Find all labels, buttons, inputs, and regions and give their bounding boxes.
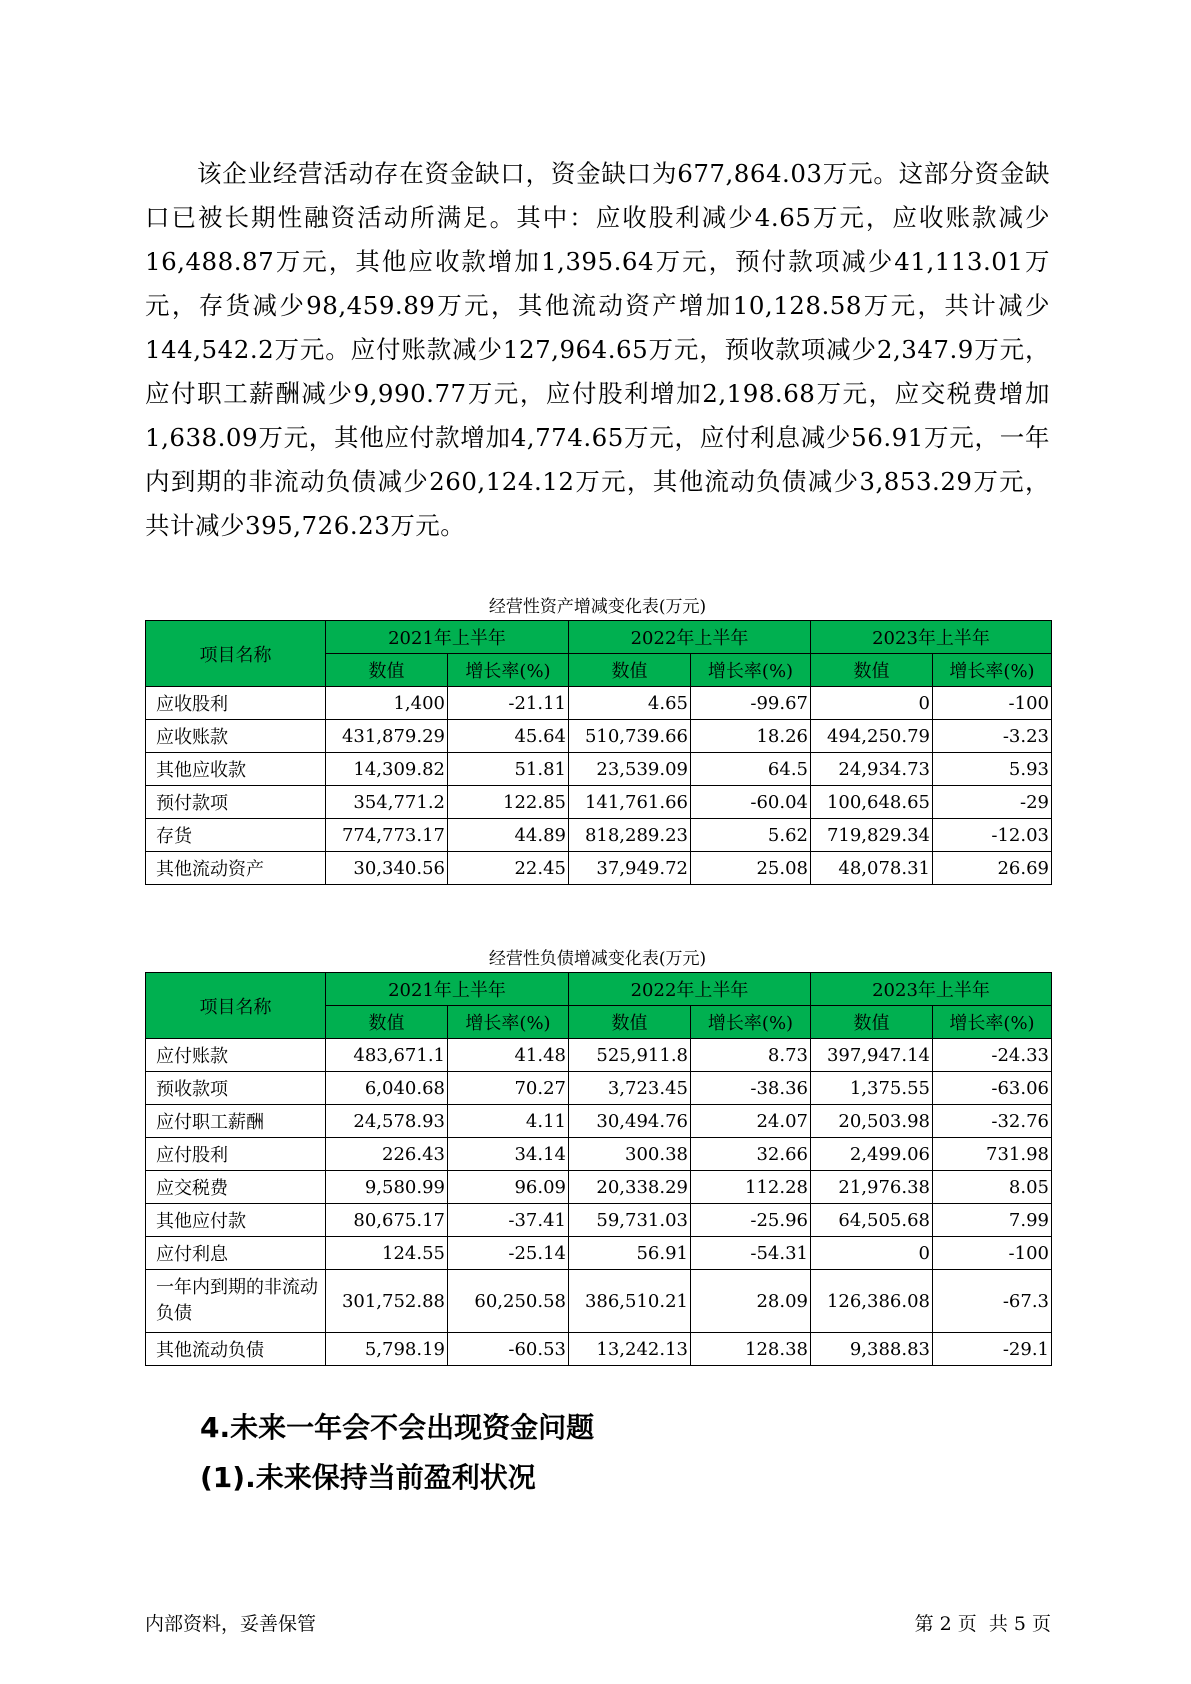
table-row bbox=[146, 753, 1052, 786]
row-item-name: 应交税费 bbox=[146, 1171, 326, 1204]
value-cell: 3,723.45 bbox=[569, 1072, 691, 1105]
value-cell: 525,911.8 bbox=[569, 1039, 691, 1072]
row-item-name: 其他应收款 bbox=[146, 753, 326, 786]
body-paragraph: 该企业经营活动存在资金缺口，资金缺口为677,864.03万元。这部分资金缺口已被长期性融资活动所满足。其中：应收股利减少4.65万元，应收账款减少16,488.87万元，其他应收款增加1,395.64万元，预付款项减少41,113.01万元，存货减少98,459.89万元，其他流动资产增加10,128.58万元，共计减少144,542.2万元。应付账款减少127,964.65万元，预收款项减少2,347.9万元，应付职工薪酬减少9,990.77万元，应付股利增加2,198.68万元，应交税费增加1,638.09万元，其他应付款增加4,774.65万元，应付利息减少56.91万元，一年内到期的非流动负债减少260,124.12万元，其他流动负债减少3,853.29万元，共计减少395,726.23万元。 bbox=[145, 159, 1050, 540]
growth-rate-cell: 7.99 bbox=[933, 1204, 1052, 1237]
growth-rate-cell: -63.06 bbox=[933, 1072, 1052, 1105]
table-row bbox=[146, 1204, 1052, 1237]
value-cell: 14,309.82 bbox=[326, 753, 448, 786]
growth-rate-cell: -24.33 bbox=[933, 1039, 1052, 1072]
header-value: 数值 bbox=[811, 1006, 933, 1039]
value-cell: 24,578.93 bbox=[326, 1105, 448, 1138]
row-item-name: 应收账款 bbox=[146, 720, 326, 753]
growth-rate-cell: -29.1 bbox=[933, 1333, 1052, 1366]
row-item-name: 应收股利 bbox=[146, 687, 326, 720]
value-cell: 6,040.68 bbox=[326, 1072, 448, 1105]
growth-rate-cell: 64.5 bbox=[691, 753, 811, 786]
header-growth: 增长率(%) bbox=[933, 1006, 1052, 1039]
growth-rate-cell: -21.11 bbox=[448, 687, 569, 720]
growth-rate-cell: 5.93 bbox=[933, 753, 1052, 786]
value-cell: 9,580.99 bbox=[326, 1171, 448, 1204]
growth-rate-cell: 8.73 bbox=[691, 1039, 811, 1072]
value-cell: 397,947.14 bbox=[811, 1039, 933, 1072]
growth-rate-cell: 51.81 bbox=[448, 753, 569, 786]
header-period-2021: 2021年上半年 bbox=[326, 973, 569, 1006]
table1-caption: 经营性资产增减变化表(万元) bbox=[488, 597, 707, 617]
header-value: 数值 bbox=[326, 1006, 448, 1039]
value-cell: 30,494.76 bbox=[569, 1105, 691, 1138]
value-cell: 774,773.17 bbox=[326, 819, 448, 852]
value-cell: 13,242.13 bbox=[569, 1333, 691, 1366]
table-row bbox=[146, 1270, 1052, 1333]
header-growth: 增长率(%) bbox=[448, 654, 569, 687]
value-cell: 226.43 bbox=[326, 1138, 448, 1171]
header-value: 数值 bbox=[811, 654, 933, 687]
row-item-name: 应付职工薪酬 bbox=[146, 1105, 326, 1138]
growth-rate-cell: -12.03 bbox=[933, 819, 1052, 852]
value-cell: 9,388.83 bbox=[811, 1333, 933, 1366]
value-cell: 494,250.79 bbox=[811, 720, 933, 753]
growth-rate-cell: 28.09 bbox=[691, 1270, 811, 1333]
growth-rate-cell: -29 bbox=[933, 786, 1052, 819]
growth-rate-cell: -25.14 bbox=[448, 1237, 569, 1270]
value-cell: 20,338.29 bbox=[569, 1171, 691, 1204]
table-row bbox=[146, 1333, 1052, 1366]
growth-rate-cell: -100 bbox=[933, 687, 1052, 720]
header-value: 数值 bbox=[326, 654, 448, 687]
growth-rate-cell: 34.14 bbox=[448, 1138, 569, 1171]
value-cell: 64,505.68 bbox=[811, 1204, 933, 1237]
growth-rate-cell: 96.09 bbox=[448, 1171, 569, 1204]
value-cell: 431,879.29 bbox=[326, 720, 448, 753]
growth-rate-cell: 45.64 bbox=[448, 720, 569, 753]
footer-left: 内部资料，妥善保管 bbox=[145, 1613, 317, 1635]
header-value: 数值 bbox=[569, 654, 691, 687]
header-period-2023: 2023年上半年 bbox=[811, 973, 1052, 1006]
value-cell: 4.65 bbox=[569, 687, 691, 720]
row-item-name: 预收款项 bbox=[146, 1072, 326, 1105]
growth-rate-cell: 60,250.58 bbox=[448, 1270, 569, 1333]
growth-rate-cell: 122.85 bbox=[448, 786, 569, 819]
value-cell: 0 bbox=[811, 1237, 933, 1270]
row-item-name: 存货 bbox=[146, 819, 326, 852]
value-cell: 56.91 bbox=[569, 1237, 691, 1270]
growth-rate-cell: 26.69 bbox=[933, 852, 1052, 885]
table-row bbox=[146, 1072, 1052, 1105]
footer-page-number: 第 2 页 共 5 页 bbox=[914, 1613, 1051, 1635]
growth-rate-cell: 112.28 bbox=[691, 1171, 811, 1204]
value-cell: 719,829.34 bbox=[811, 819, 933, 852]
header-period-2022: 2022年上半年 bbox=[569, 621, 811, 654]
header-period-2021: 2021年上半年 bbox=[326, 621, 569, 654]
value-cell: 100,648.65 bbox=[811, 786, 933, 819]
value-cell: 1,400 bbox=[326, 687, 448, 720]
value-cell: 141,761.66 bbox=[569, 786, 691, 819]
row-item-name: 其他流动负债 bbox=[146, 1333, 326, 1366]
row-item-name: 一年内到期的非流动负债 bbox=[146, 1270, 326, 1333]
table2-body bbox=[146, 1039, 1052, 1366]
growth-rate-cell: -67.3 bbox=[933, 1270, 1052, 1333]
growth-rate-cell: 44.89 bbox=[448, 819, 569, 852]
table-row bbox=[146, 1138, 1052, 1171]
table-row bbox=[146, 1237, 1052, 1270]
growth-rate-cell: -100 bbox=[933, 1237, 1052, 1270]
growth-rate-cell: -38.36 bbox=[691, 1072, 811, 1105]
growth-rate-cell: 5.62 bbox=[691, 819, 811, 852]
row-item-name: 预付款项 bbox=[146, 786, 326, 819]
value-cell: 5,798.19 bbox=[326, 1333, 448, 1366]
growth-rate-cell: -25.96 bbox=[691, 1204, 811, 1237]
value-cell: 386,510.21 bbox=[569, 1270, 691, 1333]
value-cell: 48,078.31 bbox=[811, 852, 933, 885]
header-growth: 增长率(%) bbox=[691, 654, 811, 687]
table2-caption: 经营性负债增减变化表(万元) bbox=[488, 949, 707, 969]
table-row bbox=[146, 819, 1052, 852]
table-row bbox=[146, 687, 1052, 720]
table-row bbox=[146, 1171, 1052, 1204]
operating-assets-table bbox=[145, 620, 1052, 885]
header-item-name: 项目名称 bbox=[146, 973, 326, 1039]
growth-rate-cell: -60.53 bbox=[448, 1333, 569, 1366]
growth-rate-cell: 18.26 bbox=[691, 720, 811, 753]
value-cell: 483,671.1 bbox=[326, 1039, 448, 1072]
growth-rate-cell: -32.76 bbox=[933, 1105, 1052, 1138]
row-item-name: 其他流动资产 bbox=[146, 852, 326, 885]
value-cell: 510,739.66 bbox=[569, 720, 691, 753]
value-cell: 59,731.03 bbox=[569, 1204, 691, 1237]
value-cell: 23,539.09 bbox=[569, 753, 691, 786]
growth-rate-cell: 24.07 bbox=[691, 1105, 811, 1138]
growth-rate-cell: 41.48 bbox=[448, 1039, 569, 1072]
header-period-2022: 2022年上半年 bbox=[569, 973, 811, 1006]
growth-rate-cell: -37.41 bbox=[448, 1204, 569, 1237]
header-period-2023: 2023年上半年 bbox=[811, 621, 1052, 654]
value-cell: 126,386.08 bbox=[811, 1270, 933, 1333]
growth-rate-cell: 25.08 bbox=[691, 852, 811, 885]
value-cell: 818,289.23 bbox=[569, 819, 691, 852]
growth-rate-cell: -54.31 bbox=[691, 1237, 811, 1270]
growth-rate-cell: 22.45 bbox=[448, 852, 569, 885]
value-cell: 2,499.06 bbox=[811, 1138, 933, 1171]
table-row bbox=[146, 720, 1052, 753]
growth-rate-cell: -3.23 bbox=[933, 720, 1052, 753]
value-cell: 21,976.38 bbox=[811, 1171, 933, 1204]
header-value: 数值 bbox=[569, 1006, 691, 1039]
header-growth: 增长率(%) bbox=[691, 1006, 811, 1039]
value-cell: 37,949.72 bbox=[569, 852, 691, 885]
value-cell: 80,675.17 bbox=[326, 1204, 448, 1237]
header-item-name: 项目名称 bbox=[146, 621, 326, 687]
growth-rate-cell: 32.66 bbox=[691, 1138, 811, 1171]
row-item-name: 其他应付款 bbox=[146, 1204, 326, 1237]
value-cell: 1,375.55 bbox=[811, 1072, 933, 1105]
row-item-name: 应付账款 bbox=[146, 1039, 326, 1072]
growth-rate-cell: 70.27 bbox=[448, 1072, 569, 1105]
row-item-name: 应付利息 bbox=[146, 1237, 326, 1270]
value-cell: 30,340.56 bbox=[326, 852, 448, 885]
header-growth: 增长率(%) bbox=[933, 654, 1052, 687]
section-heading: 4.未来一年会不会出现资金问题 bbox=[200, 1411, 595, 1444]
growth-rate-cell: 4.11 bbox=[448, 1105, 569, 1138]
row-item-name: 应付股利 bbox=[146, 1138, 326, 1171]
growth-rate-cell: -99.67 bbox=[691, 687, 811, 720]
value-cell: 24,934.73 bbox=[811, 753, 933, 786]
value-cell: 124.55 bbox=[326, 1237, 448, 1270]
value-cell: 20,503.98 bbox=[811, 1105, 933, 1138]
value-cell: 300.38 bbox=[569, 1138, 691, 1171]
value-cell: 301,752.88 bbox=[326, 1270, 448, 1333]
subsection-heading: (1).未来保持当前盈利状况 bbox=[200, 1461, 536, 1494]
growth-rate-cell: 731.98 bbox=[933, 1138, 1052, 1171]
table-row bbox=[146, 1105, 1052, 1138]
growth-rate-cell: -60.04 bbox=[691, 786, 811, 819]
table-row bbox=[146, 852, 1052, 885]
table-row bbox=[146, 786, 1052, 819]
growth-rate-cell: 8.05 bbox=[933, 1171, 1052, 1204]
value-cell: 354,771.2 bbox=[326, 786, 448, 819]
growth-rate-cell: 128.38 bbox=[691, 1333, 811, 1366]
value-cell: 0 bbox=[811, 687, 933, 720]
header-growth: 增长率(%) bbox=[448, 1006, 569, 1039]
table1-body bbox=[146, 687, 1052, 885]
table-row bbox=[146, 1039, 1052, 1072]
operating-liabilities-table bbox=[145, 972, 1052, 1366]
